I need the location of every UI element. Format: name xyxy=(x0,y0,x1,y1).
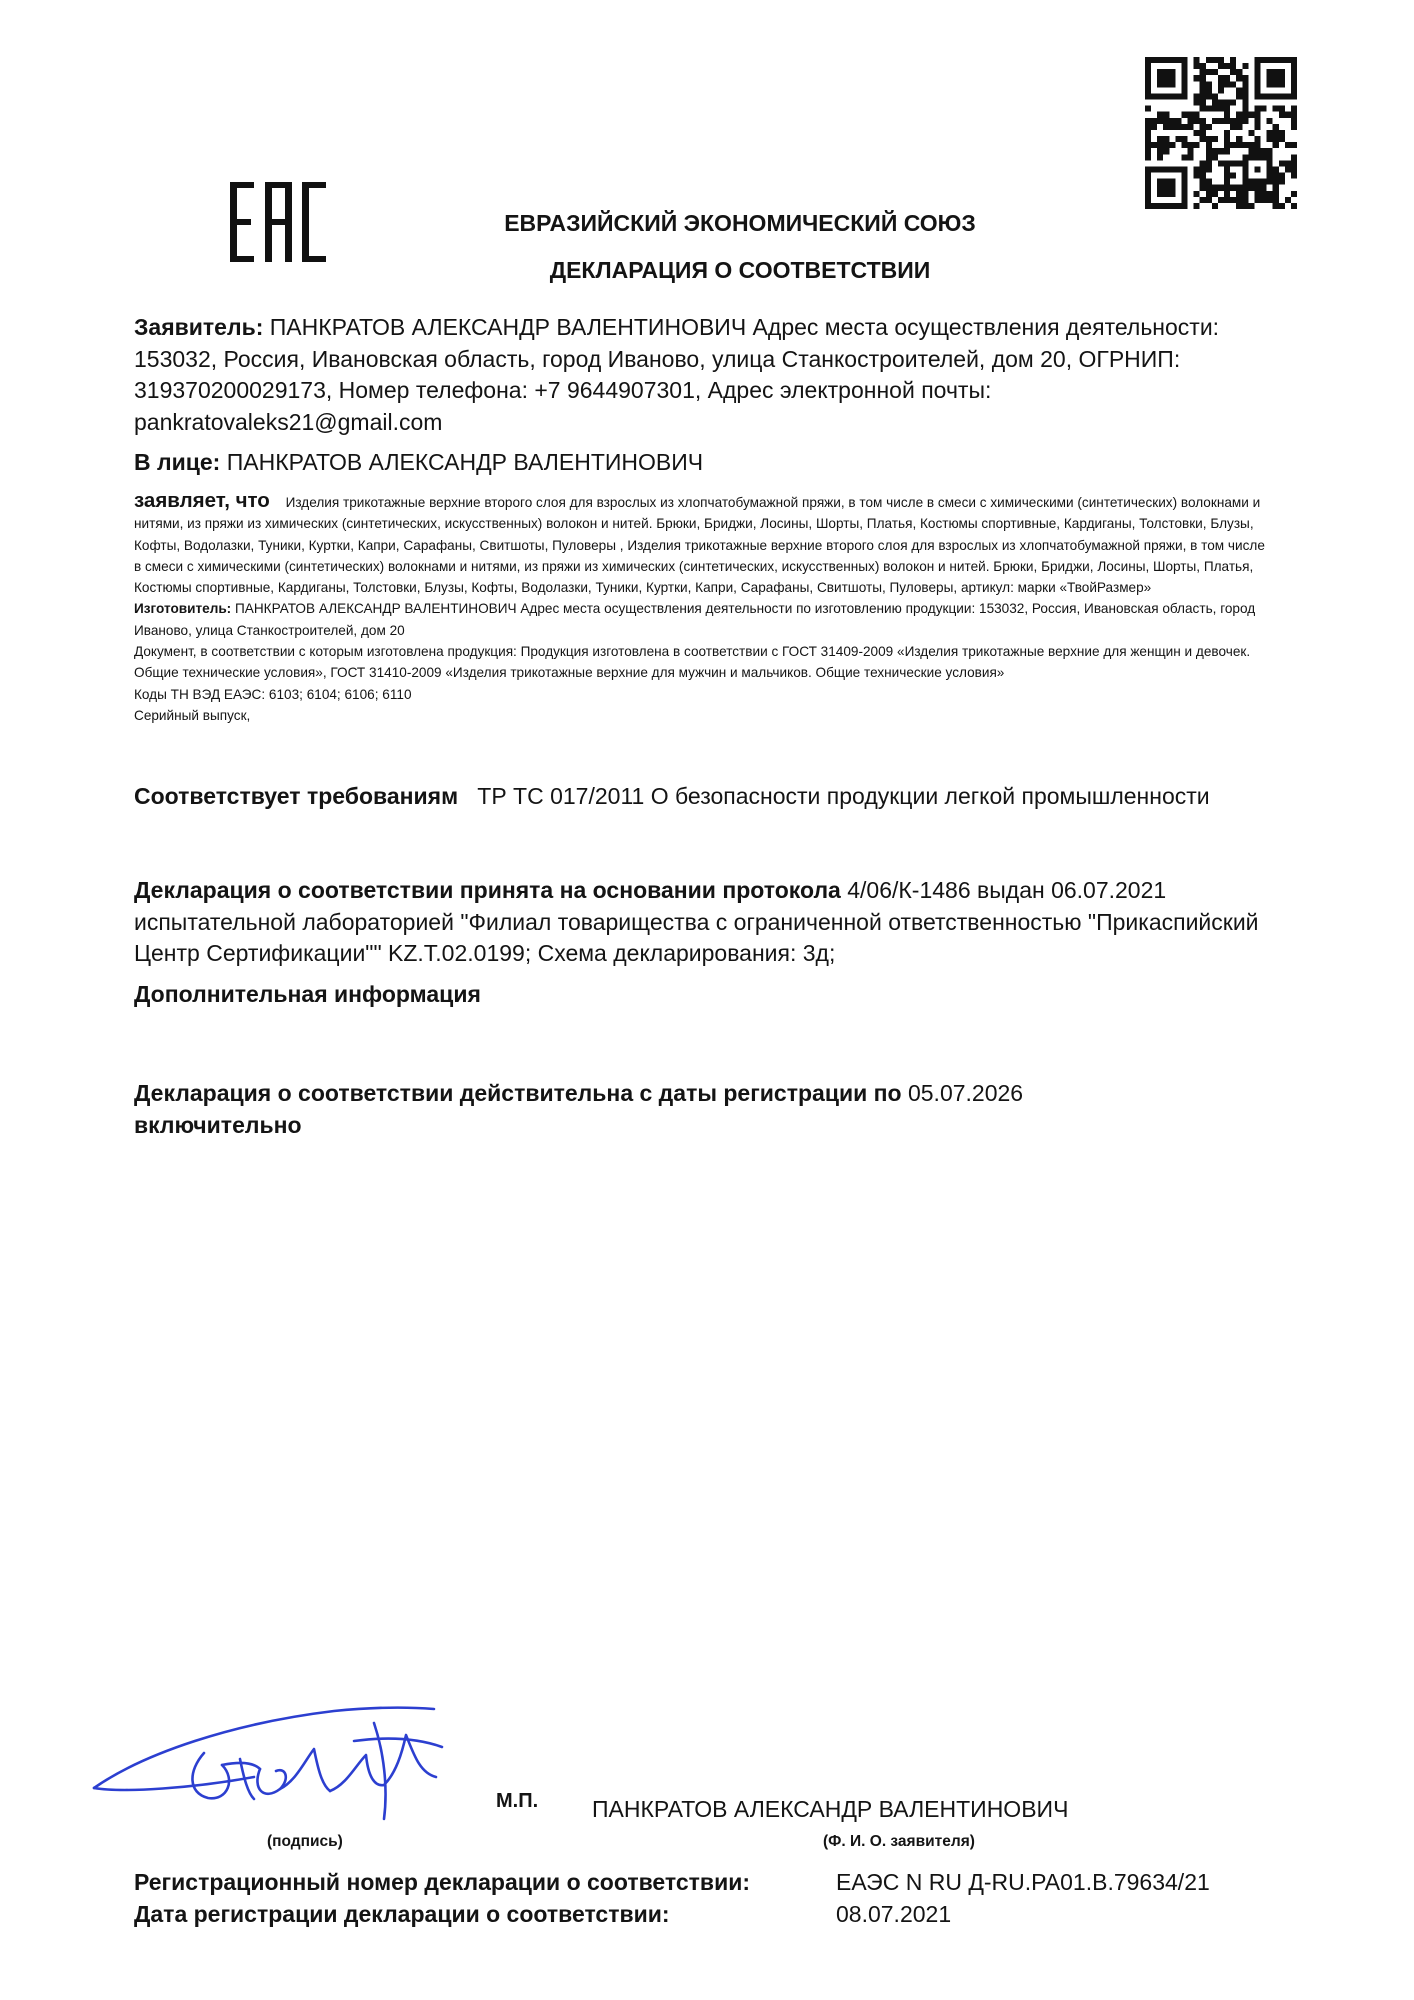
protocol-label: Декларация о соответствии принята на основании протокола xyxy=(134,877,841,903)
signature-caption: (подпись) xyxy=(267,1833,343,1850)
name-caption: (Ф. И. О. заявителя) xyxy=(823,1833,975,1850)
registration-number: ЕАЭС N RU Д-RU.PA01.В.79634/21 xyxy=(836,1869,1210,1895)
protocol-text: 4/06/К-1486 выдан 06.07.2021 испытательной лабораторией "Филиал товарищества с ограниченной ответственностью "Прикаспийский Центр Сертификации"" KZ.T.02.0199; Схема декларирования: 3д; xyxy=(134,877,1259,966)
validity-suffix: включительно xyxy=(134,1111,302,1138)
validity-date: 05.07.2026 xyxy=(907,1080,1024,1106)
product-paragraph xyxy=(134,490,1274,598)
manufacturer-label: Изготовитель: xyxy=(134,601,232,617)
applicant-label: Заявитель: xyxy=(134,314,264,340)
manufacturer-text: ПАНКРАТОВ АЛЕКСАНДР ВАЛЕНТИНОВИЧ Адрес места осуществления деятельности по изготовлению продукции: 153032, Россия, Ивановская область, город Иваново, улица Станкостроителей, дом 20 xyxy=(134,601,1256,638)
declares-label: заявляет, что xyxy=(134,489,270,512)
compliance-label: Соответствует требованиям xyxy=(134,783,459,809)
registration-number-label: Регистрационный номер декларации о соответствии: xyxy=(134,1869,751,1895)
validity-label: Декларация о соответствии действительна с даты регистрации по xyxy=(134,1080,902,1106)
person-label: В лице: xyxy=(134,449,221,475)
serial-production: Серийный выпуск, xyxy=(134,707,251,723)
standard-document: Документ, в соответствии с которым изготовлена продукция: Продукция изготовлена в соответствии с ГОСТ 31409-2009 «Изделия трикотажные верхние для женщин и девочек. Общие технические условия», ГОСТ 31410-2009 «Изделия трикотажные верхние для мужчин и мальчиков. Общие технические условия» xyxy=(134,644,1251,681)
additional-info-label: Дополнительная информация xyxy=(134,981,481,1007)
applicant-text: ПАНКРАТОВ АЛЕКСАНДР ВАЛЕНТИНОВИЧ Адрес места осуществления деятельности: 153032, Россия, Ивановская область, город Иваново, улица Станкостроителей, дом 20, ОГРНИП: 319370200029173, Номер телефона: +7 9644907301, Адрес электронной почты: pankratovaleks21@gmail.com xyxy=(134,314,1220,435)
compliance-text: ТР ТС 017/2011 О безопасности продукции легкой промышленности xyxy=(477,783,1210,809)
eac-logo xyxy=(230,182,328,262)
manufacturer-paragraph xyxy=(134,598,1274,641)
registration-date-label: Дата регистрации декларации о соответствии: xyxy=(134,1901,670,1927)
organization-title: ЕВРАЗИЙСКИЙ ЭКОНОМИЧЕСКИЙ СОЮЗ xyxy=(504,210,976,236)
product-description: Изделия трикотажные верхние второго слоя для взрослых из хлопчатобумажной пряжи, в том числе в смеси с химическими (синтетических) волокнами и нитями, из пряжи из химических (синтетических, искусственных) волокон и нитей. Брюки, Бриджи, Лосины, Шорты, Платья, Костюмы спортивные, Кардиганы, Толстовки, Блузы, Кофты, Водолазки, Туники, Куртки, Капри, Сарафаны, Свитшоты, Пуловеры , Изделия трикотажные верхние второго слоя для взрослых из хлопчатобумажной пряжи, в том числе в смеси с химическими (синтетических) волокнами и нитями, из пряжи из химических (синтетических, искусственных) волокон и нитей. Брюки, Бриджи, Лосины, Шорты, Платья, Костюмы спортивные, Кардиганы, Толстовки, Блузы, Кофты, Водолазки, Туники, Куртки, Капри, Сарафаны, Свитшоты, Пуловеры, артикул: марки «ТвойРазмер» xyxy=(134,495,1265,596)
applicant-section xyxy=(134,312,1274,438)
seal-mark: М.П. xyxy=(496,1790,539,1812)
validity-section xyxy=(134,1078,1274,1141)
document-title: ДЕКЛАРАЦИЯ О СООТВЕТСТВИИ xyxy=(549,257,931,283)
protocol-section xyxy=(134,875,1274,970)
compliance-section xyxy=(134,781,1274,813)
registration-date: 08.07.2021 xyxy=(836,1901,952,1927)
declares-section xyxy=(134,490,1274,726)
person-section xyxy=(134,447,1274,479)
customs-codes: Коды ТН ВЭД ЕАЭС: 6103; 6104; 6106; 6110 xyxy=(134,686,412,702)
signer-name: ПАНКРАТОВ АЛЕКСАНДР ВАЛЕНТИНОВИЧ xyxy=(592,1796,1069,1822)
qr-code-icon xyxy=(1145,57,1297,209)
person-text: ПАНКРАТОВ АЛЕКСАНДР ВАЛЕНТИНОВИЧ xyxy=(226,449,704,475)
handwritten-signature xyxy=(84,1693,484,1823)
